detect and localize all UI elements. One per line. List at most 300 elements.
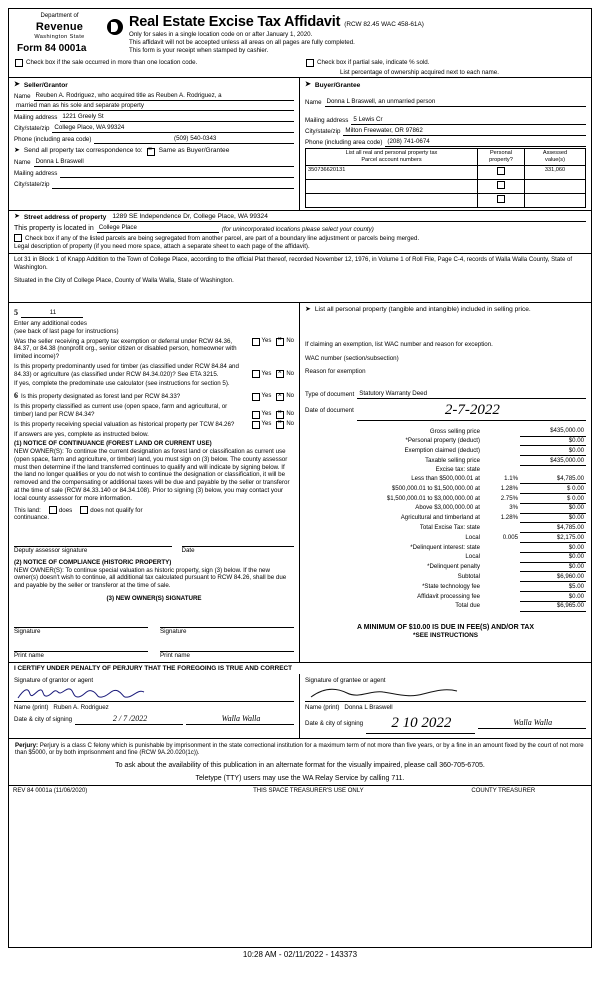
legal-description-text-2: Situated in the City of College Place, County of Walla Walla, State of Washington.	[14, 277, 234, 285]
notice1-title: (1) NOTICE OF CONTINUANCE (FOREST LAND OR CURRENT USE)	[14, 440, 212, 448]
arrow-icon-2: ➤	[14, 147, 20, 155]
table-row[interactable]	[306, 194, 586, 208]
grantor-name-row[interactable]	[14, 704, 294, 712]
table-row	[305, 533, 586, 543]
money-label: *Personal property (deduct)	[405, 437, 480, 445]
table-row	[305, 582, 586, 592]
buyer-city-label: City/state/zip	[305, 128, 341, 136]
money-value[interactable]: $0.00	[520, 542, 586, 552]
money-label: Agricultural and timberland at	[400, 514, 480, 522]
assessor-sign-row[interactable]	[14, 532, 294, 555]
money-rate	[482, 523, 520, 533]
seller-name-label: Name	[14, 93, 31, 101]
subtitle-3: This form is your receipt when stamped by cashier.	[129, 46, 269, 54]
money-rate	[482, 552, 520, 562]
seller-phone-value[interactable]: (509) 540-0343	[94, 135, 294, 144]
money-label: Affidavit processing fee	[417, 592, 480, 600]
partial-sale-note-row	[300, 68, 591, 78]
new-owner-sig-label-1: Signature	[14, 627, 41, 635]
table-row	[305, 552, 586, 562]
question-6-row[interactable]	[14, 421, 294, 429]
assessed-value-cell[interactable]	[525, 194, 586, 208]
money-value[interactable]: $0.00	[520, 436, 586, 446]
money-label: Less than $500,000.01 at	[411, 475, 480, 483]
table-row	[305, 542, 586, 552]
personal-property-list-row	[305, 306, 586, 315]
money-value[interactable]: $5.00	[520, 582, 586, 592]
money-rate	[482, 466, 520, 475]
grantor-name-value[interactable]: Ruben A. Rodriguez	[53, 703, 109, 711]
q6-no-checkbox[interactable]	[276, 421, 284, 429]
money-rate: 1.28%	[500, 484, 518, 492]
grantee-date-label: Date & city of signing	[305, 719, 364, 727]
money-label: Excise tax: state	[435, 466, 480, 474]
money-label: Subtotal	[457, 572, 480, 580]
money-label: *Delinquent penalty	[427, 563, 480, 571]
parcel-table	[305, 148, 586, 208]
q5-no-checkbox[interactable]	[276, 411, 284, 419]
item6-row	[14, 391, 294, 401]
question-5-text: Is this property classified as current use (open space, farm and agricultural, or timber) land per RCW 84.34?	[14, 403, 228, 418]
money-rate	[482, 601, 520, 611]
parcel-number-cell[interactable]	[306, 180, 478, 194]
new-owner-print-line-2[interactable]	[160, 641, 294, 652]
right-lower-column	[300, 303, 591, 662]
q2-no[interactable]: × No	[276, 370, 294, 378]
money-rate: 0.005	[502, 533, 518, 541]
buyer-heading-row	[305, 81, 586, 90]
grantor-date-row[interactable]	[14, 714, 294, 725]
question-3-text: If yes, complete the predominate use calculator (see instructions for section 5).	[14, 380, 230, 388]
new-owner-print-label-2: Print name	[160, 652, 190, 660]
tax-correspondence-row[interactable]	[14, 147, 294, 156]
item5-value[interactable]: 11	[21, 309, 83, 318]
q4-no[interactable]: × No	[276, 393, 294, 401]
segregated-checkbox-row[interactable]	[14, 233, 586, 243]
money-rate	[482, 572, 520, 582]
seller-city-value[interactable]: College Place, WA 99324	[52, 124, 294, 133]
seller-name-value-2[interactable]: married man as his sole and separate property	[14, 102, 294, 111]
money-label: Local	[465, 553, 480, 561]
money-label: Above $3,000,000.00 at	[415, 504, 480, 512]
q4-yes-checkbox[interactable]	[252, 393, 260, 401]
partial-sale-checkbox-row[interactable]	[300, 58, 591, 68]
money-value	[520, 466, 586, 475]
dept-name: Revenue	[35, 20, 84, 33]
grantor-date-label: Date & city of signing	[14, 715, 73, 723]
deputy-assessor-sig-field[interactable]	[14, 532, 172, 555]
question-1-row[interactable]	[14, 338, 294, 361]
dor-logo	[15, 13, 123, 56]
personal-col-header-l1: Personal	[489, 150, 513, 157]
buyer-phone-label: Phone (including area code)	[305, 139, 383, 147]
wac-number-label[interactable]: WAC number (section/subsection)	[305, 354, 399, 362]
perjury-label: Perjury:	[15, 741, 39, 749]
table-row	[305, 591, 586, 601]
new-owner-sig-1[interactable]	[14, 613, 148, 636]
page-title: Real Estate Excise Tax Affidavit	[129, 14, 341, 30]
exemption-label: If claiming an exemption, list WAC number and reason for exception.	[305, 340, 493, 348]
money-value[interactable]: $0.00	[520, 562, 586, 572]
seller-city-row[interactable]	[14, 124, 294, 133]
q6-yes-checkbox[interactable]	[252, 421, 260, 429]
dept-state: Washington State	[34, 34, 85, 41]
table-row[interactable]	[306, 166, 586, 180]
affidavit-form	[8, 8, 592, 948]
money-rate	[482, 436, 520, 446]
item5-row[interactable]	[14, 308, 294, 318]
doc-type-label: Type of document	[305, 391, 355, 399]
multi-location-checkbox[interactable]	[15, 59, 23, 67]
new-owner-signature-row[interactable]	[14, 613, 294, 636]
assessed-col-header-l1: Assessed	[542, 150, 568, 157]
parties-section	[9, 77, 591, 210]
notice3-title: (3) NEW OWNER(S) SIGNATURE	[106, 594, 202, 602]
parcel-number-cell[interactable]	[306, 194, 478, 208]
seller-mailing-value[interactable]: 1221 Greely St	[60, 113, 294, 122]
seller-name-row[interactable]	[14, 92, 294, 101]
personal-property-cell[interactable]	[478, 180, 525, 194]
does-checkbox[interactable]	[49, 506, 57, 514]
question-4-answers[interactable]	[252, 393, 294, 401]
this-land-row[interactable]	[14, 506, 294, 514]
buyer-block	[300, 78, 591, 210]
table-row	[305, 446, 586, 456]
grantor-signature-field[interactable]	[14, 685, 294, 702]
q2-yes-checkbox[interactable]	[252, 370, 260, 378]
assessor-date-label: Date	[181, 547, 195, 555]
question-6-answers[interactable]	[252, 421, 294, 429]
lower-section	[9, 302, 591, 662]
seller-block	[9, 78, 300, 210]
grantor-cert-block	[9, 674, 300, 738]
buyer-phone-value[interactable]: (208) 741-0674	[385, 138, 586, 147]
money-label: *Delinquent interest: state	[410, 543, 480, 551]
does-not-checkbox[interactable]	[80, 506, 88, 514]
new-owner-print-2[interactable]	[160, 641, 294, 660]
partial-sale-checkbox[interactable]	[306, 59, 314, 67]
arrow-icon-5: ➤	[305, 306, 311, 314]
legal-description-box[interactable]	[9, 253, 591, 302]
certification-section	[9, 674, 591, 738]
certification-text: I CERTIFY UNDER PENALTY OF PERJURY THAT THE FOREGOING IS TRUE AND CORRECT	[14, 664, 293, 672]
left-lower-column	[9, 303, 300, 662]
grantor-name-label: Name (print)	[14, 704, 49, 712]
grantor-city-value[interactable]: Walla Walla	[186, 714, 294, 725]
alternate-format-line-1: To ask about the availability of this publication in an alternate format for the visually impaired, please call 360-705-6705.	[115, 761, 485, 769]
seller-mailing-row[interactable]	[14, 113, 294, 122]
question-1-answers[interactable]	[252, 338, 294, 346]
personal-col-header	[478, 149, 525, 166]
table-row	[305, 493, 586, 503]
buyer-name-label: Name	[305, 99, 322, 107]
money-value[interactable]: $0.00	[520, 503, 586, 513]
see-instructions-note: *SEE INSTRUCTIONS	[413, 632, 478, 640]
grantor-date-value[interactable]: 2 / 7 /2022	[75, 714, 183, 725]
new-owner-print-line-1[interactable]	[14, 641, 148, 652]
assessor-date-line[interactable]	[182, 532, 295, 547]
item5-number: 5	[14, 308, 18, 318]
arrow-icon: ➤	[14, 81, 20, 89]
money-value[interactable]: $6,960.00	[520, 572, 586, 582]
corr-mailing-row[interactable]	[14, 169, 294, 178]
dept-line1: Department of	[40, 13, 79, 19]
parcel-table-header	[306, 149, 586, 166]
buyer-name-value[interactable]: Donna L Braswell, an unmarried person	[325, 98, 586, 107]
corr-mailing-value[interactable]	[60, 169, 294, 178]
money-label: Total due	[455, 602, 480, 610]
table-row	[305, 503, 586, 513]
reason-exemption-label[interactable]: Reason for exemption	[305, 368, 366, 376]
personal-property-cell[interactable]	[478, 194, 525, 208]
q2-yes[interactable]: Yes	[252, 370, 272, 378]
street-address-row[interactable]	[14, 213, 586, 222]
subtitle-1: Only for sales in a single location code on or after January 1, 2020.	[129, 31, 313, 39]
money-label: Exemption claimed (deduct)	[404, 447, 480, 455]
legal-description-label: Legal description of property (if you need more space, attach a separate sheet to each page of the affidavit).	[14, 243, 310, 251]
table-row	[305, 523, 586, 533]
form-footer-row	[9, 785, 591, 798]
new-owner-sig-line-1[interactable]	[14, 613, 148, 628]
q5-no[interactable]: × No	[276, 411, 294, 419]
money-label: $1,500,000.01 to $3,000,000.00 at	[386, 494, 480, 502]
question-2-answers[interactable]	[252, 370, 294, 378]
parcel-col-header	[306, 149, 478, 166]
question-2-text: Is this property predominantly used for timber (as classified under RCW 84.84 and 84.33) or agriculture (as classified under RCW 84.34.020)? See ETA 3215.	[14, 362, 239, 378]
partial-sale-note: List percentage of ownership acquired next to each name.	[340, 68, 499, 76]
revenue-logo-icon	[107, 19, 123, 35]
treasurer-space-label: THIS SPACE TREASURER'S USE ONLY	[253, 788, 364, 795]
seller-mailing-label: Mailing address	[14, 114, 58, 122]
county-treasurer-label: COUNTY TREASURER	[471, 788, 536, 795]
street-address-value[interactable]: 1289 SE Independence Dr, College Place, WA 99324	[110, 213, 586, 222]
question-5-answers[interactable]	[252, 411, 294, 419]
question-4-text: Is this property designated as forest land per RCW 84.33?	[21, 393, 181, 401]
personal-property-cell[interactable]	[478, 166, 525, 180]
table-row	[305, 474, 586, 483]
seller-city-label: City/state/zip	[14, 125, 50, 133]
q4-no-checkbox[interactable]	[276, 393, 284, 401]
q1-no[interactable]: × No	[276, 338, 294, 346]
alternate-format-line-2: Teletype (TTY) users may use the WA Relay Service by calling 711.	[195, 774, 405, 782]
new-owner-print-label-1: Print name	[14, 652, 44, 660]
deputy-assessor-sig-label: Deputy assessor signature	[14, 547, 88, 555]
money-value[interactable]: $0.00	[520, 552, 586, 562]
new-owner-print-1[interactable]	[14, 641, 148, 660]
doc-type-row[interactable]	[305, 390, 586, 399]
q6-yes[interactable]: Yes	[252, 421, 272, 429]
corr-name-row[interactable]	[14, 158, 294, 167]
does-qualify-option[interactable]	[49, 506, 72, 514]
notice2-body: NEW OWNER(S): To continue special valuation as historic property, sign (3) below. If the new owner(s) doesn't wish to continue, all additional tax calculated pursuant to RCW 84.26, shall be due and payable by the seller or transferor at the time of sale.	[14, 566, 287, 590]
q5-yes[interactable]: Yes	[252, 411, 272, 419]
money-rate: 1.1%	[504, 475, 518, 483]
rev-number: REV 84 0001a (11/06/2020)	[13, 788, 88, 795]
question-2-row[interactable]	[14, 363, 294, 379]
doc-type-value[interactable]: Statutory Warranty Deed	[357, 390, 586, 399]
arrow-icon-4: ➤	[14, 213, 20, 221]
table-row	[305, 427, 586, 436]
table-row[interactable]	[306, 180, 586, 194]
grantor-sig-label: Signature of grantor or agent	[14, 677, 94, 685]
parcel-number-cell[interactable]: 350736620131	[306, 166, 478, 180]
grantee-signature-field[interactable]	[305, 685, 586, 702]
money-rate: 2.75%	[500, 494, 518, 502]
money-rate	[482, 427, 520, 436]
buyer-name-row[interactable]	[305, 98, 586, 107]
money-rate: 1.28%	[500, 514, 518, 522]
money-value[interactable]: $ 0.00	[520, 493, 586, 503]
q6-no[interactable]: × No	[276, 421, 294, 429]
located-in-label: This property is located in	[14, 224, 94, 232]
new-owner-sig-2[interactable]	[160, 613, 294, 636]
same-as-buyer-checkbox[interactable]	[147, 148, 155, 156]
q1-yes[interactable]: Yes	[252, 338, 272, 346]
table-row	[305, 601, 586, 611]
corr-city-value[interactable]	[52, 180, 294, 189]
money-label: Total Excise Tax: state	[419, 523, 480, 531]
buyer-phone-row[interactable]	[305, 138, 586, 147]
personal-property-list-label: List all personal property (tangible and intangible) included in selling price.	[314, 306, 531, 314]
item6-number: 6	[14, 391, 18, 401]
money-value[interactable]: $0.00	[520, 591, 586, 601]
seller-phone-row[interactable]	[14, 135, 294, 144]
notice1-body: NEW OWNER(S): To continue the current designation as forest land or classification as current use (open space, farm and agriculture, or timber) land, you must sign on (3) below. The county assessor must then determine if the land transferred continues to qualify and will indicate by signing below. If the land no longer qualifies or you do not wish to continue the designation or classification, it will be removed and the compensating or additional taxes will be due and payable by the seller or transferor at the time of sale (RCW 84.33.140 or 84.34.108). Prior to signing (3) below, you may contact your local county assessor for more information.	[14, 448, 290, 502]
money-label: *State technology fee	[422, 582, 480, 590]
parcel-col-header-l2: Parcel account numbers	[361, 157, 422, 164]
personal-col-header-l2: property?	[489, 157, 513, 164]
street-address-label: Street address of property	[23, 213, 107, 221]
q2-no-checkbox[interactable]	[276, 370, 284, 378]
question-6-text: Is this property receiving special valuation as historical property per TCW 84.26?	[14, 420, 235, 428]
does-not-label: does not qualify for	[90, 506, 143, 514]
corr-city-label: City/state/zip	[14, 181, 50, 189]
deputy-assessor-sig-line[interactable]	[14, 532, 172, 547]
segregated-checkbox[interactable]	[14, 234, 22, 242]
assessor-date-field[interactable]	[182, 532, 295, 555]
table-row	[305, 466, 586, 475]
segregated-label: Check box if any of the listed parcels are being segregated from another parcel, are part of a boundary line adjustment or parcels being merged.	[25, 234, 420, 242]
corr-city-row[interactable]	[14, 180, 294, 189]
partial-sale-label: Check box if partial sale, indicate % sold.	[317, 58, 430, 66]
buyer-mailing-label: Mailing address	[305, 117, 349, 125]
personal-property-checkbox[interactable]	[497, 167, 505, 175]
grantee-date-value[interactable]: 2 10 2022	[366, 714, 474, 734]
grantor-signature-ink	[14, 685, 194, 701]
assessed-value-cell[interactable]: 331,060	[525, 166, 586, 180]
new-owner-sig-label-2: Signature	[160, 627, 187, 635]
buyer-city-row[interactable]	[305, 127, 586, 136]
grantee-name-value[interactable]: Donna L Braswell	[344, 703, 393, 711]
assessed-value-cell[interactable]	[525, 180, 586, 194]
notice2-title: (2) NOTICE OF COMPLIANCE (HISTORIC PROPERTY)	[14, 558, 172, 566]
seller-phone-label: Phone (including area code)	[14, 136, 92, 144]
located-in-value[interactable]: College Place	[97, 224, 219, 233]
money-value[interactable]: $435,000.00	[520, 427, 586, 436]
doc-date-label: Date of document	[305, 407, 354, 415]
codes-line1: Enter any additional codes	[14, 320, 87, 328]
corr-mailing-label: Mailing address	[14, 170, 58, 178]
personal-property-checkbox[interactable]	[497, 181, 505, 189]
money-rate: 3%	[509, 504, 518, 512]
seller-name-value[interactable]: Reuben A. Rodriguez, who acquired title as Reuben A. Rodriguez, a	[34, 92, 294, 101]
buyer-heading: Buyer/Grantee	[314, 81, 361, 89]
subtitle-2: This affidavit will not be accepted unless all areas on all pages are fully completed.	[129, 38, 355, 46]
money-value[interactable]: $ 0.00	[520, 484, 586, 494]
certification-bar	[9, 662, 591, 674]
grantee-city-value[interactable]: Walla Walla	[478, 718, 586, 729]
money-value[interactable]: $2,175.00	[520, 533, 586, 543]
located-in-row[interactable]	[14, 224, 586, 233]
table-row	[305, 484, 586, 494]
money-label: $500,000.01 to $1,500,000.00 at	[391, 484, 480, 492]
perjury-note	[9, 738, 591, 760]
q1-yes-checkbox[interactable]	[252, 338, 260, 346]
table-row	[305, 572, 586, 582]
corr-name-label: Name	[14, 159, 31, 167]
answers-note: If answers are yes, complete as instructed below.	[14, 430, 149, 438]
q4-yes[interactable]: Yes	[252, 393, 272, 401]
q5-yes-checkbox[interactable]	[252, 411, 260, 419]
money-label: Local	[465, 533, 480, 541]
continuance-label: continuance.	[14, 514, 50, 522]
multi-location-checkbox-row[interactable]	[9, 58, 300, 68]
does-not-qualify-option[interactable]	[80, 506, 142, 514]
money-rate	[482, 456, 520, 466]
rcw-reference: (RCW 82.45 WAC 458-61A)	[344, 21, 424, 28]
form-number: Form 84 0001a	[17, 43, 87, 55]
money-value[interactable]: $4,785.00	[520, 474, 586, 483]
buyer-city-value[interactable]: Milton Freewater, OR 97862	[343, 127, 586, 136]
money-value[interactable]: $4,785.00	[520, 523, 586, 533]
buyer-mailing-value[interactable]: 5 Lewis Cr	[351, 116, 586, 125]
new-owner-print-row[interactable]	[14, 641, 294, 660]
q1-no-checkbox[interactable]	[276, 338, 284, 346]
parcel-col-header-l1: List all real and personal property tax	[345, 150, 438, 157]
does-label: does	[58, 506, 73, 514]
multi-location-label: Check box if the sale occurred in more than one location code.	[26, 58, 198, 66]
minimum-due-note: A MINIMUM OF $10.00 IS DUE IN FEE(S) AND/OR TAX	[356, 623, 535, 631]
grantee-name-row[interactable]	[305, 704, 586, 712]
money-label: Taxable selling price	[425, 456, 480, 464]
money-rate	[482, 582, 520, 592]
assessed-col-header	[525, 149, 586, 166]
grantee-signature-ink	[305, 685, 505, 701]
question-5-row[interactable]	[14, 403, 294, 419]
money-rate	[482, 446, 520, 456]
title-block	[123, 13, 585, 54]
money-value[interactable]: $435,000.00	[520, 456, 586, 466]
new-owner-sig-line-2[interactable]	[160, 613, 294, 628]
grantee-name-label: Name (print)	[305, 704, 340, 712]
doc-date-row[interactable]	[305, 401, 586, 421]
codes-line2: (see back of last page for instructions)	[14, 327, 119, 335]
this-land-label: This land:	[14, 506, 41, 514]
money-label: Gross selling price	[429, 427, 480, 435]
money-value[interactable]: $6,965.00	[520, 601, 586, 611]
legal-description-text: Lot 31 in Block 1 of Knapp Addition to the Town of College Place, according to the official Plat thereof, recorded November 12, 1976, in Volume 1 of Roll File, Page C-4, records of Walla Walla County, State of Washington.	[14, 256, 573, 271]
buyer-mailing-row[interactable]	[305, 116, 586, 125]
money-value[interactable]: $0.00	[520, 513, 586, 523]
doc-date-value[interactable]: 2-7-2022	[357, 401, 586, 421]
personal-property-checkbox[interactable]	[497, 195, 505, 203]
corr-name-value[interactable]: Donna L Braswell	[34, 158, 294, 167]
grantee-date-row[interactable]	[305, 714, 586, 734]
same-as-buyer-label: Same as Buyer/Grantee	[158, 147, 230, 155]
located-in-note: (for unincorporated locations please select your county)	[221, 225, 374, 233]
excise-tax-table	[305, 427, 586, 612]
money-value[interactable]: $0.00	[520, 446, 586, 456]
